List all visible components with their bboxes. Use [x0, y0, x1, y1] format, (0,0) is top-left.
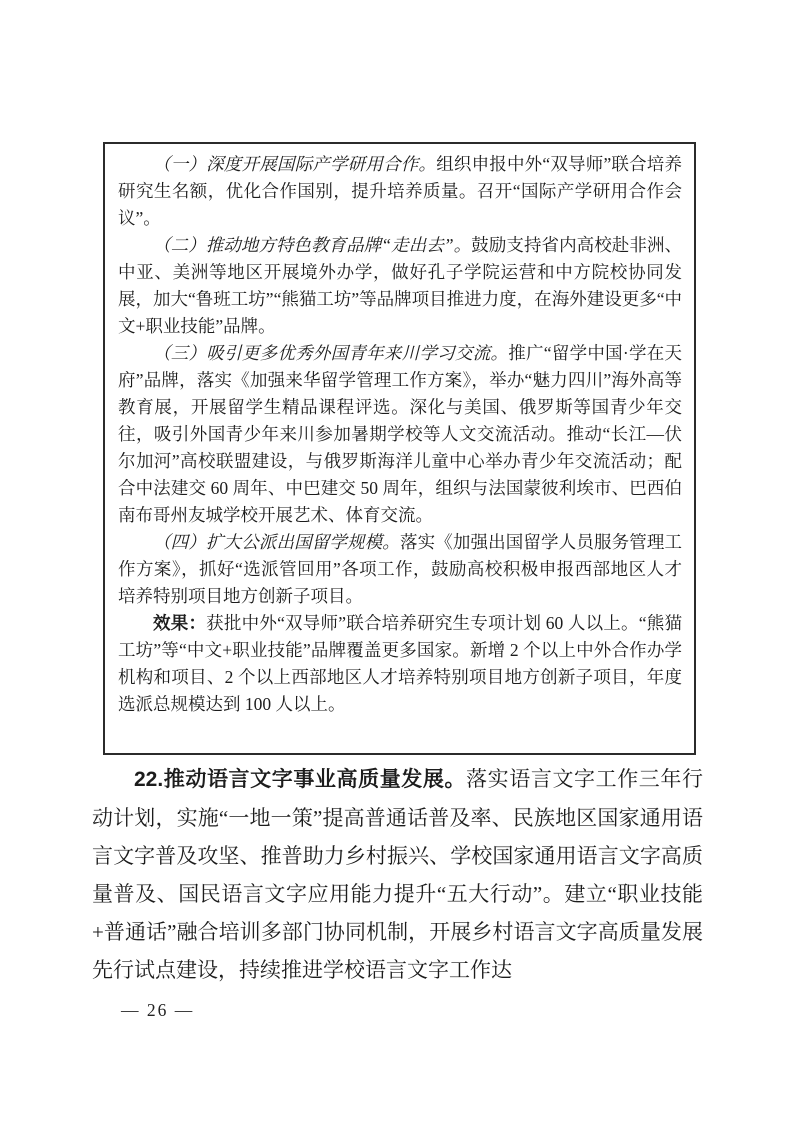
box-paragraph-3-lead: （三）吸引更多优秀外国青年来川学习交流。: [153, 343, 509, 363]
page-number-footer: — 26 —: [121, 1000, 195, 1020]
box-paragraph-effect-body: 获批中外“双导师”联合培养研究生专项计划 60 人以上。“熊猫工坊”等“中文+职业技能”品牌覆盖更多国家。新增 2 个以上中外合作办学机构和项目、2 个以上西部地区人才培养特别项目地方创新子项目，年度选派总规模达到 100 人以上。: [118, 613, 682, 714]
box-paragraph-effect: [118, 610, 682, 718]
box-paragraph-2-body: 鼓励支持省内高校赴非洲、中亚、美洲等地区开展境外办学，做好孔子学院运营和中方院校协同发展，加大“鲁班工坊”“熊猫工坊”等品牌项目推进力度，在海外建设更多“中文+职业技能”品牌。: [118, 235, 683, 336]
item-22-paragraph: [92, 760, 703, 989]
item-22-body: 落实语言文字工作三年行动计划，实施“一地一策”提高普通话普及率、民族地区国家通用语言文字普及攻坚、推普助力乡村振兴、学校国家通用语言文字高质量普及、国民语言文字应用能力提升“五大行动”。建立“职业技能+普通话”融合培训多部门协同机制，开展乡村语言文字高质量发展先行试点建设，持续推进学校语言文字工作达: [92, 767, 703, 982]
measures-box: [103, 142, 696, 755]
main-text-section: [92, 760, 703, 989]
box-paragraph-1-lead: （一）深度开展国际产学研用合作。: [153, 154, 437, 174]
box-paragraph-4-lead: （四）扩大公派出国留学规模。: [153, 532, 400, 552]
box-paragraph-4-body: 落实《加强出国留学人员服务管理工作方案》，抓好“选派管回用”各项工作，鼓励高校积极申报西部地区人才培养特别项目地方创新子项目。: [118, 532, 683, 606]
box-paragraph-effect-lead: 效果：: [153, 613, 207, 633]
box-paragraph-1-body: 组织申报中外“双导师”联合培养研究生名额，优化合作国别，提升培养质量。召开“国际产学研用合作会议”。: [118, 154, 682, 228]
box-paragraph-2-lead: （二）推动地方特色教育品牌“走出去”。: [153, 235, 472, 255]
item-22-heading: 22.推动语言文字事业高质量发展。: [134, 768, 467, 791]
box-paragraph-4: [118, 529, 682, 610]
box-paragraph-1: [118, 151, 682, 232]
box-paragraph-2: [118, 232, 682, 340]
box-paragraph-3-body: 推广“留学中国·学在天府”品牌，落实《加强来华留学管理工作方案》，举办“魅力四川”海外高等教育展，开展留学生精品课程评选。深化与美国、俄罗斯等国青少年交往，吸引外国青少年来川参加暑期学校等人文交流活动。推动“长江—伏尔加河”高校联盟建设，与俄罗斯海洋儿童中心举办青少年交流活动；配合中法建交 60 周年、中巴建交 50 周年，组织与法国蒙彼利埃市、巴西伯南布哥州友城学校开展艺术、体育交流。: [118, 343, 682, 525]
box-paragraph-3: [118, 340, 682, 529]
